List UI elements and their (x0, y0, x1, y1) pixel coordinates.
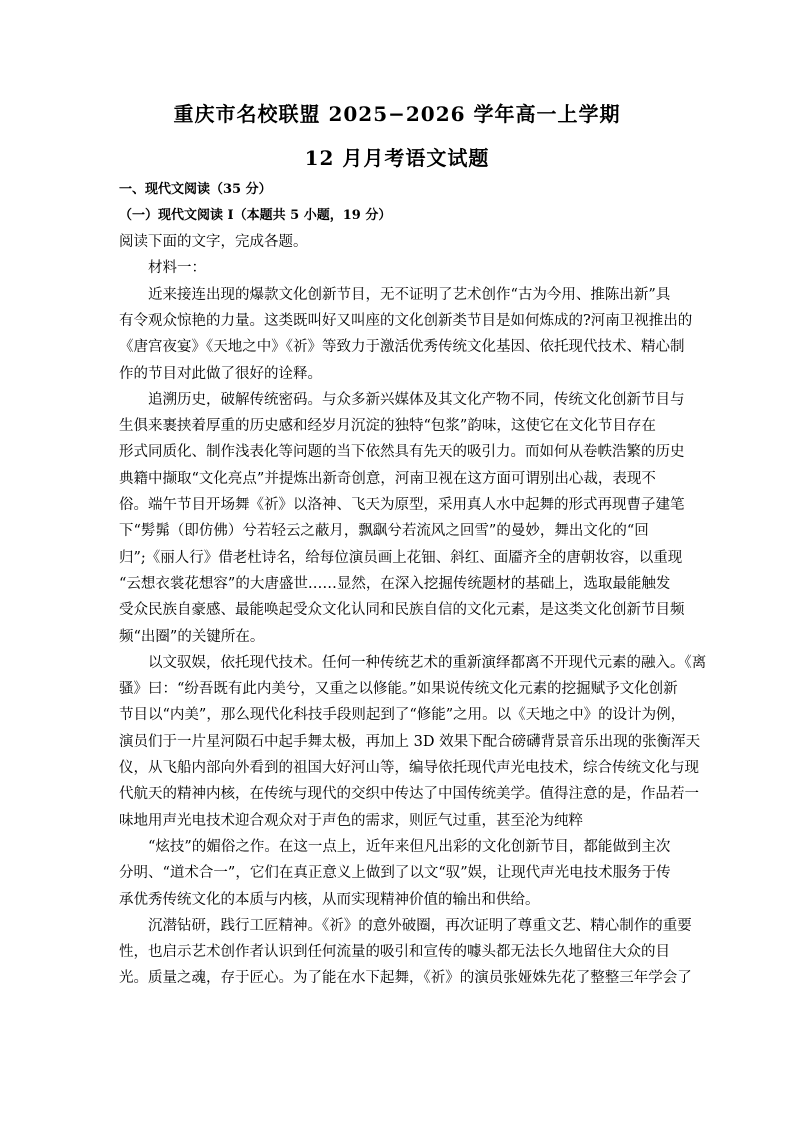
passage-line: 阅读下面的文字，完成各题。 (119, 234, 308, 250)
passage-line: 分明、“道术合一”，它们在真正意义上做到了以文“驭”娱，让现代声光电技术服务于传 (119, 865, 671, 882)
passage-line: 代航天的精神内核，在传统与现代的交织中传达了中国传统美学。值得注意的是，作品若一 (119, 786, 699, 803)
passage-line: 承优秀传统文化的本质与内核，从而实现精神价值的输出和供给。 (119, 891, 540, 908)
passage-line: 受众民族自豪感、最能唤起受众文化认同和民族自信的文化元素，是这类文化创新节目频 (119, 602, 685, 619)
passage-line: 《唐宫夜宴》《天地之中》《祈》等致力于激活优秀传统文化基因、依托现代技术、精心制 (119, 339, 685, 356)
passage-line: 生俱来裹挟着厚重的历史感和经岁月沉淀的独特“包浆”韵味，这使它在文化节目存在 (119, 418, 656, 435)
passage-line: 追溯历史，破解传统密码。与众多新兴媒体及其文化产物不同，传统文化创新节目与 (119, 391, 685, 408)
passage-line: 典籍中撷取“文化亮点”并提炼出新奇创意，河南卫视在这方面可谓别出心裁，表现不 (119, 470, 656, 487)
section-heading: 一、现代文阅读（35 分） (119, 182, 272, 197)
passage-line: 演员们于一片星河陨石中起手舞太极，再加上 3D 效果下配合磅礴背景音乐出现的张衡浑天 (119, 733, 701, 750)
passage-line: 以文驭娱，依托现代技术。任何一种传统艺术的重新演绎都离不开现代元素的融入。《离 (119, 654, 707, 671)
subsection-heading: （一）现代文阅读 I（本题共 5 小题，19 分） (119, 208, 392, 223)
passage-line: 仪，从飞船内部向外看到的祖国大好河山等，编导依托现代声光电技术，综合传统文化与现 (119, 760, 699, 776)
passage-line: 节目以“内美”，那么现代化科技手段则起到了“修能”之用。以《天地之中》的设计为例， (119, 707, 686, 724)
passage-line: “云想衣裳花想容”的大唐盛世……显然，在深入挖掘传统题材的基础上，选取最能触发 (119, 575, 671, 592)
passage-line: 形式同质化、制作浅表化等问题的当下依然具有先天的吸引力。而如何从卷帙浩繁的历史 (119, 444, 685, 461)
passage-line: 归”;《丽人行》借老杜诗名，给每位演员画上花钿、斜红、面靥齐全的唐朝妆容，以重现 (119, 549, 683, 566)
passage-line: 骚》曰：“纷吾既有此内美兮，又重之以修能。”如果说传统文化元素的挖掘赋予文化创新 (119, 681, 678, 698)
passage-line: 作的节目对此做了很好的诠释。 (119, 365, 322, 382)
exam-title-line-1: 重庆市名校联盟 2025−2026 学年高一上学期 (173, 102, 621, 126)
passage-line: 光。质量之魂，存于匠心。为了能在水下起舞，《祈》的演员张娅姝先花了整整三年学会了 (119, 970, 692, 987)
passage-line: 近来接连出现的爆款文化创新节目，无不证明了艺术创作“古为今用、推陈出新”具 (119, 286, 671, 303)
passage-line: 沉潜钻研，践行工匠精神。《祈》的意外破圈，再次证明了尊重文艺、精心制作的重要 (119, 917, 692, 934)
passage-line: “炫技”的媚俗之作。在这一点上，近年来但凡出彩的文化创新节目，都能做到主次 (119, 838, 671, 855)
passage-line: 俗。端午节目开场舞《祈》以洛神、飞天为原型，采用真人水中起舞的形式再现曹子建笔 (119, 497, 685, 513)
passage-line: 性，也启示艺术创作者认识到任何流量的吸引和宣传的噱头都无法长久地留住大众的目 (119, 944, 670, 961)
passage-line: 材料一： (119, 260, 206, 277)
exam-title-line-2: 12 月月考语文试题 (304, 146, 490, 170)
passage-line: 有令观众惊艳的力量。这类既叫好又叫座的文化创新类节目是如何炼成的?河南卫视推出的 (119, 312, 693, 329)
passage-line: 下“髣髴（即仿佛）兮若轻云之蔽月，飘飖兮若流风之回雪”的曼妙，舞出文化的“回 (119, 523, 649, 540)
passage-line: 味地用声光电技术迎合观众对于声色的需求，则匠气过重，甚至沦为纯粹 (119, 812, 583, 829)
passage-line: 频“出圈”的关键所在。 (119, 628, 265, 645)
